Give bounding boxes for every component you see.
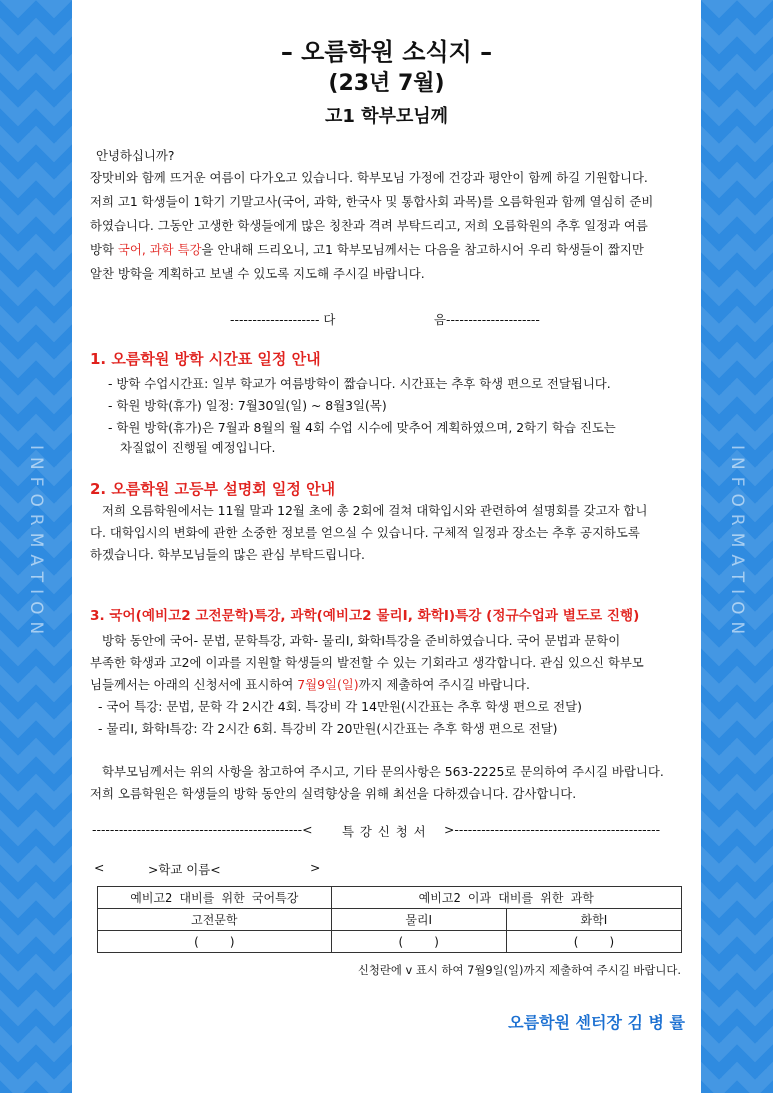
table-row [98,931,682,953]
divider-left: -------------------- 다 [230,312,336,327]
section2-line: 다. 대학입시의 변화에 관한 소중한 정보를 얻으실 수 있습니다. 구체적 일정과 장소는 추후 공지하도록 [90,525,640,540]
side-label-right: INFORMATION [727,445,747,642]
form-title: 특 강 신 청 서 [342,824,427,839]
check-physics[interactable]: ( ) [331,931,506,953]
section3-bullet: - 물리Ⅰ, 화학Ⅰ특강: 각 2시간 6회. 특강비 각 20만원(시간표는 추후 학생 편으로 전달) [98,721,558,736]
highlight-deadline: 7월9일(일) [297,677,359,692]
school-name-label: >학교 이름< [148,862,221,877]
subject-classics: 고전문학 [98,909,332,931]
signature: 오름학원 센터장 김 병 률 [508,1013,685,1032]
section3-line: 부족한 학생과 고2에 이과를 지원할 학생들의 발전할 수 있는 기회라고 생각합니다. 관심 있으신 학부모 [90,655,644,670]
table-row [98,909,682,931]
form-divider-left: -----------------------------------------------< [92,822,313,837]
side-label-left: INFORMATION [26,445,46,642]
intro-line: 알찬 방학을 계획하고 보낼 수 있도록 지도해 주시길 바랍니다. [90,266,425,281]
right-decorative-band [701,0,773,1093]
left-decorative-band [0,0,72,1093]
section2-heading: 2. 오름학원 고등부 설명회 일정 안내 [90,480,336,498]
section3-bullet: - 국어 특강: 문법, 문학 각 2시간 4회. 특강비 각 14만원(시간표는 추후 학생 편으로 전달) [98,699,582,714]
science-group-header: 예비고2 이과 대비를 위한 과학 [331,887,681,909]
section1-bullet: - 방학 수업시간표: 일부 학교가 여름방학이 짧습니다. 시간표는 추후 학생 편으로 전달됩니다. [108,376,611,391]
closing-line: 저희 오름학원은 학생들의 방학 동안의 실력향상을 위해 최선을 다하겠습니다. 감사합니다. [90,786,577,801]
form-divider-right: >---------------------------------------------- [444,822,661,837]
school-open-bracket: < [94,860,105,875]
intro-line: 방학 국어, 과학 특강을 안내해 드리오니, 고1 학부모님께서는 다음을 참고하시어 우리 학생들이 짧지만 [90,242,644,257]
intro-line: 장맛비와 함께 뜨거운 여름이 다가오고 있습니다. 학부모님 가정에 건강과 평안이 함께 하길 기원합니다. [90,170,648,185]
korean-group-header: 예비고2 대비를 위한 국어특강 [98,887,332,909]
newsletter-page [72,0,701,1093]
school-close-bracket: > [310,860,321,875]
section1-bullet: - 학원 방학(휴가)은 7월과 8월의 월 4회 수업 시수에 맞추어 계획하였으며, 2학기 학습 진도는 [108,420,616,435]
subject-physics: 물리Ⅰ [331,909,506,931]
application-table [97,886,682,953]
table-row [98,887,682,909]
divider-right: 음--------------------- [434,312,540,327]
intro-line: 하였습니다. 그동안 고생한 학생들에게 많은 칭찬과 격려 부탁드리고, 저희 오름학원의 추후 일정과 여름 [90,218,648,233]
check-chemistry[interactable]: ( ) [506,931,681,953]
section1-bullet-cont: 차질없이 진행될 예정입니다. [120,440,276,455]
newsletter-date: (23년 7월) [328,71,445,96]
greeting: 안녕하십니까? [96,148,175,163]
check-classics[interactable]: ( ) [98,931,332,953]
newsletter-title: – 오름학원 소식지 – [280,38,493,66]
section1-bullet: - 학원 방학(휴가) 일정: 7월30일(일) ~ 8월3일(목) [108,398,387,413]
section1-heading: 1. 오름학원 방학 시간표 일정 안내 [90,350,321,368]
section3-line: 방학 동안에 국어- 문법, 문학특강, 과학- 물리Ⅰ, 화학Ⅰ특강을 준비하였습니다. 국어 문법과 문학이 [102,633,621,648]
highlight-special-class: 국어, 과학 특강 [117,242,202,257]
section2-line: 저희 오름학원에서는 11월 말과 12월 초에 총 2회에 걸쳐 대학입시와 관련하여 설명회를 갖고자 합니 [102,503,648,518]
section3-heading: 3. 국어(예비고2 고전문학)특강, 과학(예비고2 물리Ⅰ, 화학Ⅰ)특강 (정규수업과 별도로 진행) [90,608,640,624]
closing-line: 학부모님께서는 위의 사항을 참고하여 주시고, 기타 문의사항은 563-2225로 문의하여 주시길 바랍니다. [102,764,664,779]
subject-chemistry: 화학Ⅰ [506,909,681,931]
intro-line: 저희 고1 학생들이 1학기 기말고사(국어, 과학, 한국사 및 통합사회 과목)를 오름학원과 함께 열심히 준비 [90,194,654,209]
section2-line: 하겠습니다. 학부모님들의 많은 관심 부탁드립니다. [90,547,365,562]
form-note: 신청란에 v 표시 하여 7월9일(일)까지 제출하여 주시길 바랍니다. [357,963,681,977]
section3-line: 님들께서는 아래의 신청서에 표시하여 7월9일(일)까지 제출하여 주시길 바랍니다. [90,677,530,692]
newsletter-recipient: 고1 학부모님께 [324,106,449,127]
